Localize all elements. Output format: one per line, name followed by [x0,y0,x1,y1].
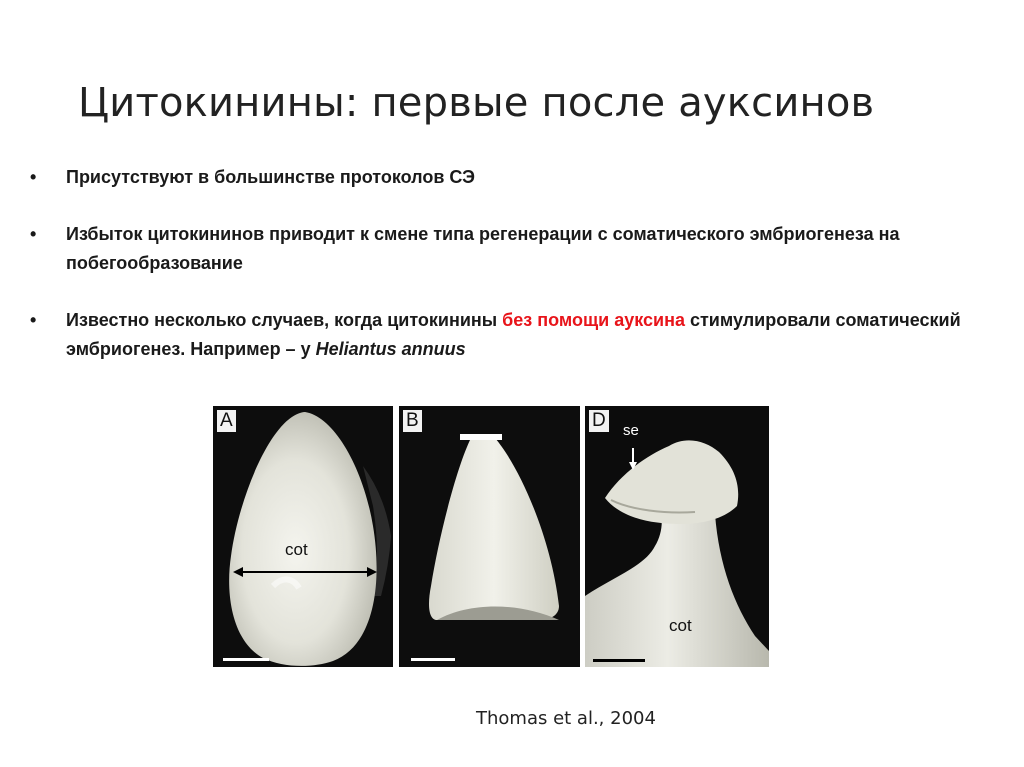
figure-panel-a [213,406,393,667]
bullet-item-3 [30,306,980,364]
panel-a-image [213,406,393,667]
panel-d-se-label: se [623,422,639,439]
bullet-text-middle: стимулировали соматический эмбриогенез. Например – у [66,310,961,359]
bullet-item-2 [30,220,980,278]
slide-title: Цитокинины: первые после ауксинов [78,80,875,126]
figure-panel-b [399,406,580,667]
embryo-figure [213,406,769,667]
figure-panel-d [585,406,769,667]
highlighted-phrase: без помощи ауксина [502,310,685,330]
species-name: Heliantus annuus [315,339,466,359]
bullet-item-1 [30,163,980,192]
figure-citation: Thomas et al., 2004 [476,708,656,729]
panel-b-image [399,406,580,667]
panel-letter-d: D [589,410,609,432]
bullet-list [30,163,980,364]
bullet-text: Присутствуют в большинстве протоколов СЭ [66,167,475,187]
panel-letter-a: A [217,410,236,432]
bullet-text-before: Известно несколько случаев, когда цитокинины [66,310,503,330]
bullet-text: Избыток цитокининов приводит к смене типа регенерации с соматического эмбриогенеза на побегообразование [66,224,900,273]
panel-d-cot-label: cot [669,616,692,635]
panel-a-cot-label: cot [285,540,308,559]
panel-letter-b: B [403,410,422,432]
